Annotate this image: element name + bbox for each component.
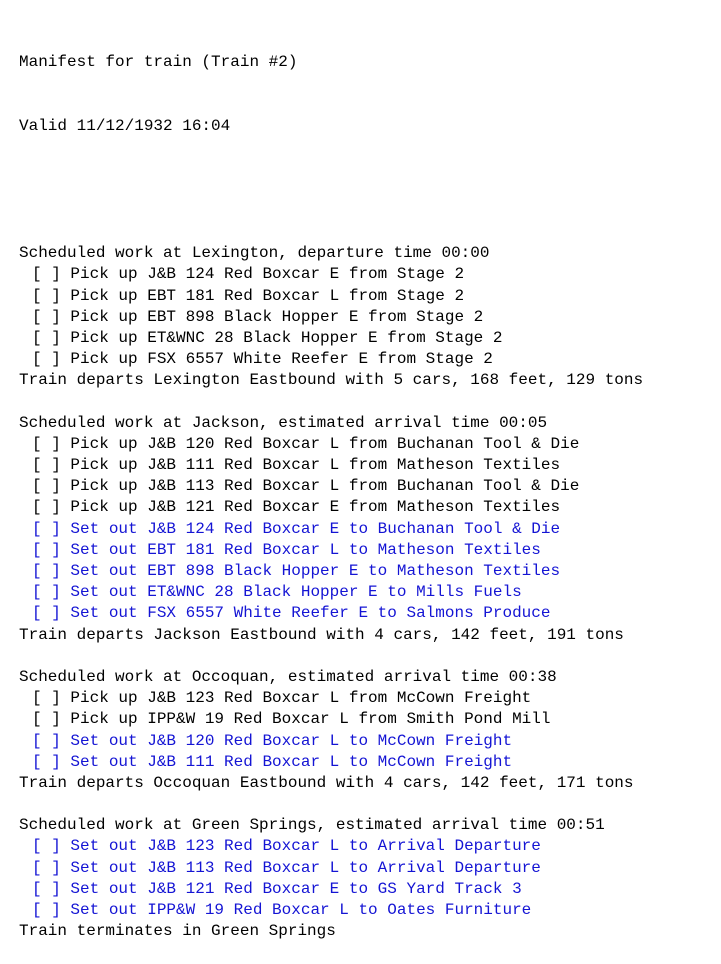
station-heading: Scheduled work at Jackson, estimated arrival time 00:05 — [19, 413, 548, 432]
setout-task[interactable]: [ ] Set out FSX 6557 White Reefer E to Salmons Produce — [32, 604, 551, 623]
spacer — [19, 794, 721, 815]
spacer — [19, 392, 721, 413]
station-heading: Scheduled work at Lexington, departure time 00:00 — [19, 244, 490, 263]
setout-task[interactable]: [ ] Set out EBT 898 Black Hopper E to Matheson Textiles — [32, 562, 561, 580]
setout-task[interactable]: [ ] Set out J&B 120 Red Boxcar L to McCown Freight — [32, 731, 513, 750]
setout-task[interactable]: [ ] Set out J&B 124 Red Boxcar E to Buchanan Tool & Die — [32, 519, 561, 538]
setout-task[interactable]: [ ] Set out ET&WNC 28 Black Hopper E to Mills Fuels — [32, 583, 522, 602]
pickup-task[interactable]: [ ] Pick up EBT 898 Black Hopper E from Stage 2 — [32, 307, 484, 326]
station-list — [19, 243, 721, 942]
pickup-task[interactable]: [ ] Pick up J&B 123 Red Boxcar L from McCown Freight — [32, 689, 532, 708]
setout-task[interactable]: [ ] Set out J&B 121 Red Boxcar E to GS Yard Track 3 — [32, 879, 522, 898]
setout-task[interactable]: [ ] Set out IPP&W 19 Red Boxcar L to Oates Furniture — [32, 901, 532, 919]
pickup-task[interactable]: [ ] Pick up EBT 181 Red Boxcar L from Stage 2 — [32, 286, 465, 305]
station-heading: Scheduled work at Occoquan, estimated arrival time 00:38 — [19, 667, 557, 686]
station-block — [19, 243, 721, 413]
pickup-task[interactable]: [ ] Pick up IPP&W 19 Red Boxcar L from Smith Pond Mill — [32, 710, 551, 729]
station-block — [19, 667, 721, 815]
pickup-task[interactable]: [ ] Pick up J&B 111 Red Boxcar L from Matheson Textiles — [32, 456, 561, 475]
pickup-task[interactable]: [ ] Pick up J&B 113 Red Boxcar L from Buchanan Tool & Die — [32, 477, 580, 496]
pickup-task[interactable]: [ ] Pick up J&B 124 Red Boxcar E from Stage 2 — [32, 265, 465, 284]
setout-task[interactable]: [ ] Set out J&B 123 Red Boxcar L to Arrival Departure — [32, 837, 541, 856]
pickup-task[interactable]: [ ] Pick up J&B 121 Red Boxcar E from Matheson Textiles — [32, 498, 561, 517]
station-heading: Scheduled work at Green Springs, estimated arrival time 00:51 — [19, 816, 605, 835]
manifest-title: Manifest for train (Train #2) — [19, 53, 298, 72]
station-summary: Train departs Jackson Eastbound with 4 cars, 142 feet, 191 tons — [19, 625, 624, 644]
station-block — [19, 815, 721, 942]
setout-task[interactable]: [ ] Set out J&B 113 Red Boxcar L to Arrival Departure — [32, 858, 541, 877]
spacer — [19, 646, 721, 667]
station-summary: Train terminates in Green Springs — [19, 922, 336, 941]
setout-task[interactable]: [ ] Set out EBT 181 Red Boxcar L to Matheson Textiles — [32, 540, 541, 559]
station-summary: Train departs Lexington Eastbound with 5 cars, 168 feet, 129 tons — [19, 371, 644, 390]
station-block — [19, 413, 721, 667]
pickup-task[interactable]: [ ] Pick up FSX 6557 White Reefer E from Stage 2 — [32, 350, 493, 369]
setout-task[interactable]: [ ] Set out J&B 111 Red Boxcar L to McCown Freight — [32, 752, 513, 771]
pickup-task[interactable]: [ ] Pick up J&B 120 Red Boxcar L from Buchanan Tool & Die — [32, 434, 580, 453]
station-summary: Train departs Occoquan Eastbound with 4 cars, 142 feet, 171 tons — [19, 773, 634, 792]
spacer — [19, 180, 721, 201]
pickup-task[interactable]: [ ] Pick up ET&WNC 28 Black Hopper E from Stage 2 — [32, 328, 503, 347]
manifest-valid-date: Valid 11/12/1932 16:04 — [19, 117, 231, 135]
